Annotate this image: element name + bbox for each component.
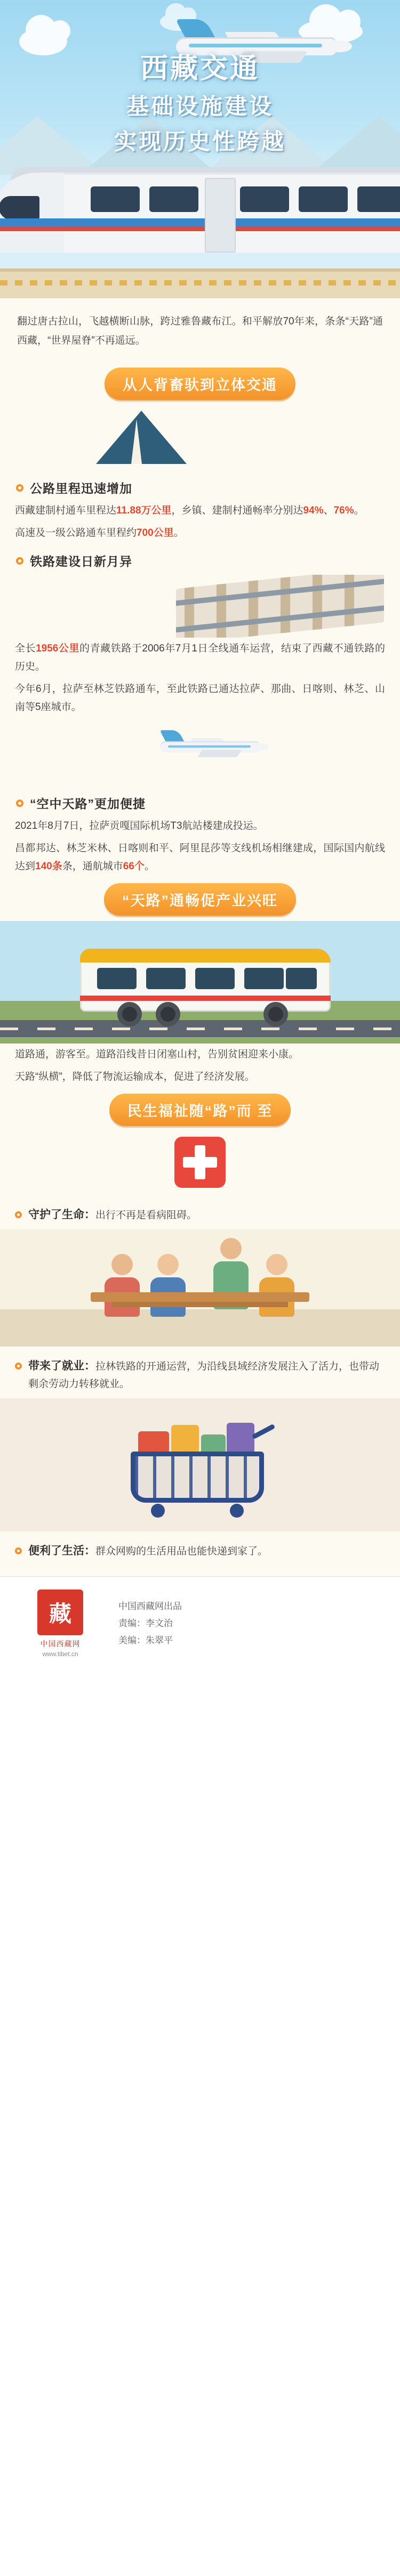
section-heading-3-label: 民生福祉随“路”而 至 [109,1094,291,1126]
bullet-life-title: 守护了生命： [28,1209,95,1221]
bus-illustration [0,921,400,1044]
hero-title-line-3: 实现历史性跨越 [114,129,286,154]
railway-illustration [0,575,400,638]
subsection-road [16,479,400,496]
section-heading-2-label: “天路”通畅促产业兴旺 [104,883,296,916]
airplane-icon [160,728,269,764]
bullet-life [15,1206,385,1224]
section-heading-3 [51,1094,349,1126]
logo-name: 中国西藏网 [40,1640,81,1648]
section-heading-2 [51,883,349,916]
footer [0,1576,400,1679]
bullet-employment-title: 带来了就业： [28,1360,95,1372]
bullet-life-text: 出行不再是看病阻碍。 [95,1210,197,1221]
medical-cross-illustration [0,1131,400,1195]
intro-paragraph: 翻过唐古拉山，飞越横断山脉，跨过雅鲁藏布江。和平解放70年来，条条“天路”通西藏，“世界屋脊”不再遥远。 [17,316,383,346]
logo-mark-icon: 藏 [37,1589,83,1635]
highlight-road-mileage: 11.88万公里 [116,505,172,516]
bullet-dot-icon [15,1363,22,1369]
road-paragraph-1: 西藏建制村通车里程达11.88万公里，乡镇、建制村通畅率分别达94%、76%。 [15,505,364,516]
family-dinner-illustration [0,1229,400,1347]
rail-paragraph-2: 今年6月，拉萨至林芝铁路通车，至此铁路已通达拉萨、那曲、日喀则、林芝、山南等5座城市。 [15,683,385,713]
hero-title-line-2: 基础设施建设 [126,94,274,119]
footer-line-3: 美编：朱翠平 [118,1635,173,1645]
highway-illustration [0,405,400,469]
bullet-dot-icon [16,800,23,807]
bullet-dot-icon [15,1547,22,1554]
page-title [0,46,400,156]
road-paragraph-2: 高速及一级公路通车里程约700公里。 [15,527,184,539]
section-heading-1-label: 从人背畜驮到立体交通 [105,368,295,400]
bullet-employment [15,1357,385,1393]
medical-cross-icon [174,1137,226,1188]
section2-paragraph-2: 天路“纵横”，降低了物流运输成本，促进了经济发展。 [15,1071,255,1082]
bullet-dot-icon [16,557,23,565]
highlight-rate-township: 94% [303,505,324,516]
footer-line-1: 中国西藏网出品 [118,1601,182,1611]
highlight-expressway-km: 700公里 [137,527,174,539]
subsection-rail-title: 铁路建设日新月异 [30,555,132,568]
highlight-routes: 140条 [35,861,62,872]
subsection-rail [16,552,400,569]
hero-banner [0,0,400,298]
bullet-dot-icon [15,1211,22,1218]
footer-line-2: 责编：李文治 [118,1618,173,1628]
bullet-living-text: 群众网购的生活用品也能快递到家了。 [95,1546,268,1557]
highlight-cities: 66个 [123,861,145,872]
bullet-dot-icon [16,484,23,492]
footer-credits [118,1598,182,1649]
bullet-living [15,1542,385,1560]
logo-url: www.tibet.cn [42,1650,78,1658]
section2-paragraph-1: 道路通，游客至。道路沿线昔日闭塞山村，告别贫困迎来小康。 [15,1049,299,1060]
hero-title-line-1: 西藏交通 [140,53,260,84]
platform-graphic [0,268,400,298]
shopping-cart-icon [120,1414,280,1515]
highlight-rail-length: 1956公里 [36,643,80,654]
bullet-employment-text: 拉林铁路的开通运营，为沿线县域经济发展注入了活力，也带动剩余劳动力转移就业。 [28,1361,380,1390]
subsection-air-title: “空中天路”更加便捷 [30,797,146,811]
brand-logo [15,1589,106,1658]
rail-paragraph-1: 全长1956公里的青藏铁路于2006年7月1日全线通车运营，结束了西藏不通铁路的历史。 [15,643,385,672]
shopping-cart-illustration [0,1398,400,1531]
subsection-air [16,794,400,812]
bullet-living-title: 便利了生活： [28,1545,95,1557]
air-paragraph-1: 2021年8月7日，拉萨贡嘎国际机场T3航站楼建成投运。 [15,820,263,832]
section-heading-1 [51,368,349,400]
aviation-illustration [0,721,400,785]
air-paragraph-2: 昌都邦达、林芝米林、日喀则和平、阿里昆莎等支线机场相继建成，国际国内航线达到140条条，通航城市66个。 [15,843,385,872]
highlight-rate-village: 76% [333,505,354,516]
train-illustration [0,167,400,268]
subsection-road-title: 公路里程迅速增加 [30,482,132,495]
